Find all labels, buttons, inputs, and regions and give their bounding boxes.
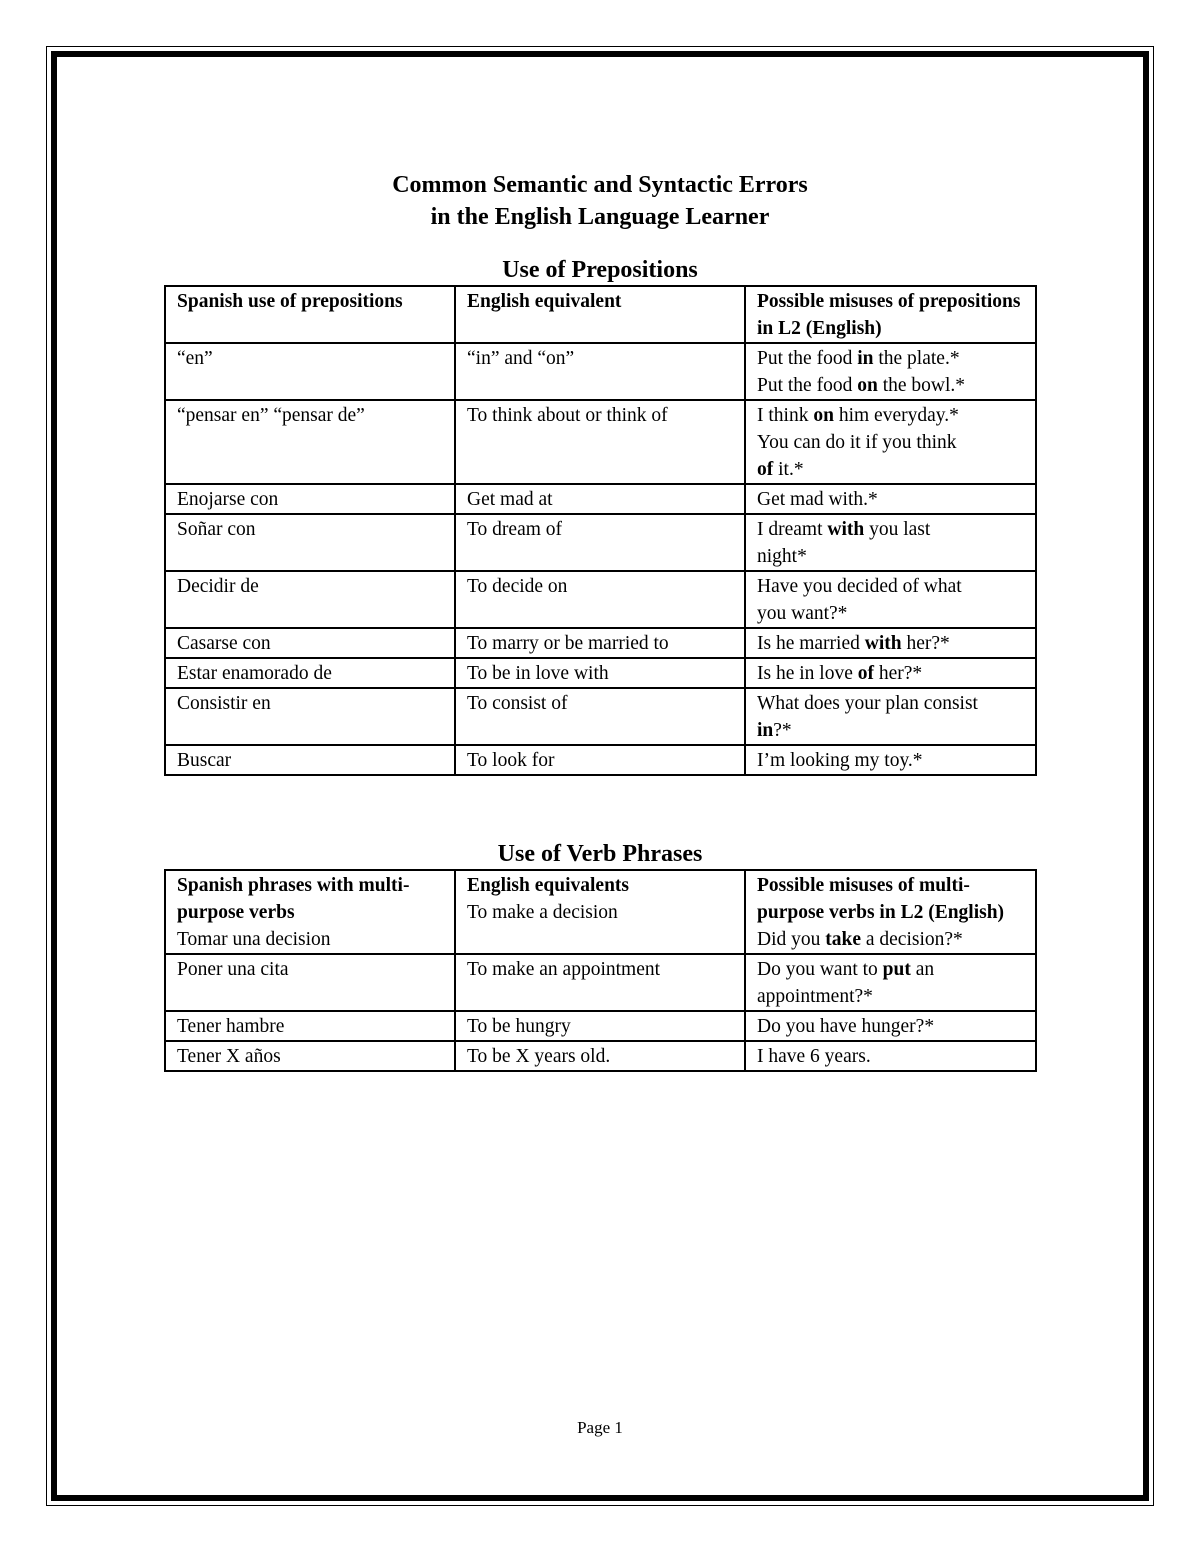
table-cell-english: To decide on — [455, 571, 745, 628]
document-title-line1: Common Semantic and Syntactic Errors — [392, 172, 808, 198]
table-row — [165, 1011, 1036, 1041]
misuse-text: Have you decided of what — [757, 576, 962, 597]
table-cell-spanish: Decidir de — [165, 571, 455, 628]
header-english-equivalent: English equivalent — [455, 286, 745, 343]
verb-phrases-table — [164, 869, 1037, 1072]
table-row — [165, 343, 1036, 400]
misuse-line — [757, 660, 1025, 687]
table-row — [165, 658, 1036, 688]
table-cell-spanish: Tomar una decision — [177, 929, 331, 950]
misused-word: in — [757, 720, 774, 741]
misused-word: with — [827, 519, 865, 540]
misuse-line — [757, 690, 1025, 717]
table-cell-english: To make a decision — [467, 902, 618, 923]
table-cell-misuse — [745, 1011, 1036, 1041]
misuse-text: I dreamt — [757, 519, 828, 540]
table-header-row — [165, 286, 1036, 343]
header-possible-misuses — [745, 870, 1036, 954]
misuse-text: Put the food — [757, 375, 858, 396]
table-cell-misuse — [745, 628, 1036, 658]
misuse-line — [757, 516, 1025, 543]
misuse-text: Did you — [757, 929, 826, 950]
table-cell-spanish: Estar enamorado de — [165, 658, 455, 688]
table-cell-misuse — [745, 1041, 1036, 1071]
misuse-text: What does your plan consist — [757, 693, 978, 714]
header-spanish-phrases-label: Spanish phrases with multi-purpose verbs — [177, 875, 410, 923]
header-possible-misuses-label: Possible misuses of multi-purpose verbs in L2 (English) — [757, 875, 1005, 923]
misuse-text: Do you have hunger?* — [757, 1016, 935, 1037]
misuse-text: Do you want to — [757, 959, 883, 980]
table-cell-misuse — [745, 745, 1036, 775]
misuse-text: appointment?* — [757, 986, 873, 1007]
table-cell-spanish: Tener hambre — [165, 1011, 455, 1041]
misused-word: take — [825, 929, 861, 950]
misuse-text: I think — [757, 405, 814, 426]
misused-word: on — [813, 405, 834, 426]
misuse-line — [757, 717, 1025, 744]
misuse-text: her?* — [901, 633, 950, 654]
table-cell-misuse — [745, 400, 1036, 484]
misuse-line — [757, 1043, 1025, 1070]
header-spanish-use: Spanish use of prepositions — [165, 286, 455, 343]
misuse-text: ?* — [773, 720, 792, 741]
misused-word: put — [882, 959, 911, 980]
misuse-text: a decision?* — [861, 929, 963, 950]
table-cell-english: “in” and “on” — [455, 343, 745, 400]
verb-phrases-heading: Use of Verb Phrases — [497, 841, 703, 867]
misuse-line — [757, 926, 1025, 953]
misuse-text: I have 6 years. — [757, 1046, 871, 1067]
misuse-text: night* — [757, 546, 807, 567]
misused-word: on — [857, 375, 878, 396]
misuse-line — [757, 747, 1025, 774]
misused-word: of — [857, 663, 874, 684]
table-cell-spanish: Buscar — [165, 745, 455, 775]
misuse-line — [757, 983, 1025, 1010]
misused-word: in — [857, 348, 874, 369]
misuse-text: Is he married — [757, 633, 865, 654]
table-row — [165, 571, 1036, 628]
table-cell-english: To consist of — [455, 688, 745, 745]
header-english-equivalents — [455, 870, 745, 954]
misuse-text: it.* — [773, 459, 804, 480]
misuse-text: I’m looking my toy.* — [757, 750, 923, 771]
table-cell-english: To be X years old. — [455, 1041, 745, 1071]
misuse-line — [757, 600, 1025, 627]
table-row — [165, 745, 1036, 775]
misuse-text: the bowl.* — [877, 375, 966, 396]
table-cell-english: Get mad at — [455, 484, 745, 514]
misuse-line — [757, 402, 1025, 429]
table-header-row — [165, 870, 1036, 954]
table-cell-english: To make an appointment — [455, 954, 745, 1011]
prepositions-heading: Use of Prepositions — [502, 257, 698, 283]
table-cell-misuse — [757, 926, 1025, 953]
misuse-text: him everyday.* — [833, 405, 959, 426]
misuse-line — [757, 573, 1025, 600]
header-english-equivalents-label: English equivalents — [467, 875, 630, 896]
misused-word: of — [757, 459, 774, 480]
misuse-line — [757, 1013, 1025, 1040]
misuse-line — [757, 429, 1025, 456]
misuse-text: you want?* — [757, 603, 848, 624]
table-cell-english: To look for — [455, 745, 745, 775]
misuse-line — [757, 486, 1025, 513]
table-row — [165, 954, 1036, 1011]
misuse-text: Is he in love — [757, 663, 858, 684]
table-cell-misuse — [745, 514, 1036, 571]
table-cell-spanish: Poner una cita — [165, 954, 455, 1011]
misuse-text: her?* — [873, 663, 923, 684]
table-row — [165, 400, 1036, 484]
misuse-text: Get mad with.* — [757, 489, 878, 510]
table-cell-misuse — [745, 688, 1036, 745]
table-cell-english: To think about or think of — [455, 400, 745, 484]
table-row — [165, 1041, 1036, 1071]
misuse-line — [757, 630, 1025, 657]
misuse-line — [757, 372, 1025, 399]
misused-word: with — [864, 633, 902, 654]
table-row — [165, 484, 1036, 514]
table-cell-spanish: Tener X años — [165, 1041, 455, 1071]
table-cell-misuse — [745, 954, 1036, 1011]
prepositions-table — [164, 285, 1037, 776]
table-cell-spanish: Soñar con — [165, 514, 455, 571]
table-cell-misuse — [745, 571, 1036, 628]
misuse-line — [757, 345, 1025, 372]
table-cell-spanish: Consistir en — [165, 688, 455, 745]
misuse-text: an — [910, 959, 935, 980]
page-number: Page 1 — [577, 1418, 623, 1437]
table-cell-misuse — [745, 343, 1036, 400]
misuse-text: you last — [864, 519, 931, 540]
misuse-text: Put the food — [757, 348, 858, 369]
document-title-line2: in the English Language Learner — [430, 204, 770, 230]
table-cell-english: To be hungry — [455, 1011, 745, 1041]
table-row — [165, 688, 1036, 745]
table-cell-spanish: Enojarse con — [165, 484, 455, 514]
misuse-line — [757, 956, 1025, 983]
table-cell-misuse — [745, 484, 1036, 514]
table-cell-spanish: “pensar en” “pensar de” — [165, 400, 455, 484]
table-cell-misuse — [745, 658, 1036, 688]
misuse-line — [757, 543, 1025, 570]
table-cell-english: To be in love with — [455, 658, 745, 688]
header-possible-misuses: Possible misuses of prepositions in L2 (English) — [745, 286, 1036, 343]
table-cell-english: To dream of — [455, 514, 745, 571]
table-row — [165, 514, 1036, 571]
header-spanish-phrases — [165, 870, 455, 954]
misuse-text: the plate.* — [873, 348, 960, 369]
misuse-line — [757, 456, 1025, 483]
table-cell-english: To marry or be married to — [455, 628, 745, 658]
table-cell-spanish: Casarse con — [165, 628, 455, 658]
misuse-text: You can do it if you think — [757, 432, 957, 453]
table-cell-spanish: “en” — [165, 343, 455, 400]
table-row — [165, 628, 1036, 658]
